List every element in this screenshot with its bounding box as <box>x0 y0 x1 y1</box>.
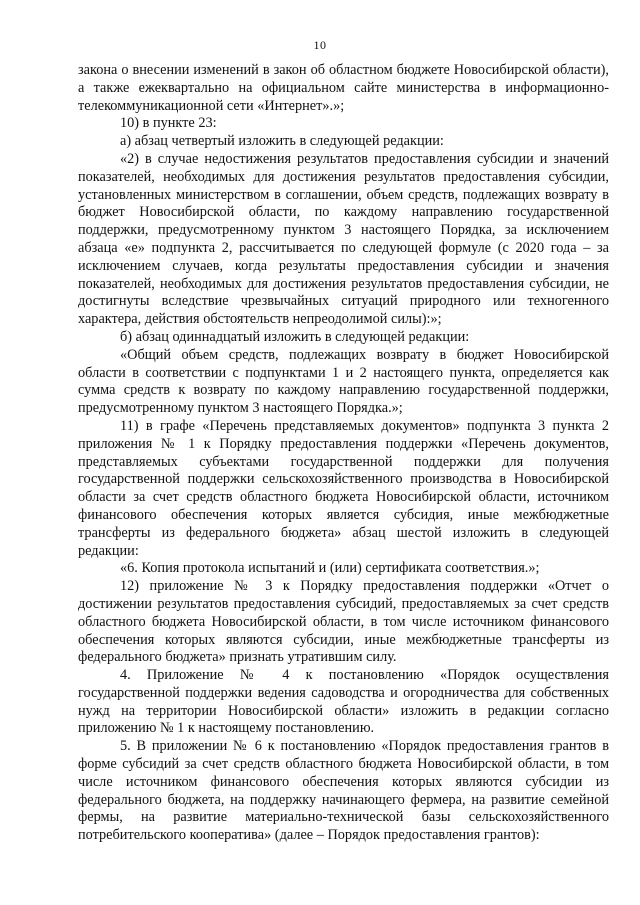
paragraph-10: 4. Приложение № 4 к постановлению «Порядок осуществления государственной поддержки ведения садоводства и огородничества для собственных нужд на территории Новосибирской области» изложить в редакции согласно приложению № 1 к настоящему постановлению. <box>78 667 609 737</box>
document-body <box>78 62 609 845</box>
paragraph-5: б) абзац одиннадцатый изложить в следующей редакции: <box>120 328 470 345</box>
paragraph-4: «2) в случае недостижения результатов предоставления субсидии и значений показателей, необходимых для достижения результатов предоставления субсидии, установленных министерством в соглашении, объем средств, подлежащих возврату в бюджет Новосибирской области, по каждому направлению государственной поддержки, предусмотренному пунктом 3 настоящего Порядка, за исключением абзаца «е» подпункта 2, рассчитывается по следующей формуле (с 2020 года – за исключением случаев, когда результаты предоставления субсидии и значения показателей, необходимых для достижения результатов предоставления субсидии, не достигнуты вследствие чрезвычайных ситуаций природного или техногенного характера, действия обстоятельств непреодолимой силы):»; <box>78 150 609 328</box>
paragraph-7: 11) в графе «Перечень представляемых документов» подпункта 3 пункта 2 приложения № 1 к Порядку предоставления поддержки «Перечень документов, представляемых субъектами государственной поддержки для получения государственной поддержки сельскохозяйственного производства в Новосибирской области за счет средств областного бюджета Новосибирской области, источником финансового обеспечения которых является субсидия, иные межбюджетные трансферты из федерального бюджета» абзац шестой изложить в следующей редакции: <box>78 417 609 559</box>
page-number: 10 <box>313 38 327 52</box>
paragraph-6: «Общий объем средств, подлежащих возврату в бюджет Новосибирской области в соответствии с подпунктами 1 и 2 настоящего пункта, определяется как сумма средств к возврату по каждому направлению государственной поддержки, предусмотренному пунктом 3 настоящего Порядка.»; <box>78 346 609 417</box>
paragraph-1: закона о внесении изменений в закон об областном бюджете Новосибирской области), а также ежеквартально на официальном сайте министерства в информационно-телекоммуникационной сети «Интернет».»; <box>78 62 609 114</box>
paragraph-8: «6. Копия протокола испытаний и (или) сертификата соответствия.»; <box>120 560 540 577</box>
paragraph-9: 12) приложение № 3 к Порядку предоставления поддержки «Отчет о достижении результатов предоставления субсидий, предоставляемых за счет средств областного бюджета Новосибирской области, в том числе источником финансового обеспечения которых являются субсидии, иные межбюджетные трансферты из федерального бюджета» признать утратившим силу. <box>78 578 609 666</box>
paragraph-11: 5. В приложении № 6 к постановлению «Порядок предоставления грантов в форме субсидий за счет средств областного бюджета Новосибирской области, в том числе источником финансового обеспечения которых являются субсидии из федерального бюджета, на поддержку начинающего фермера, на развитие семейной фермы, на развитие материально-технической базы сельскохозяйственного потребительского кооператива» (далее – Порядок предоставления грантов): <box>78 738 609 844</box>
paragraph-2: 10) в пункте 23: <box>120 115 217 132</box>
paragraph-3: а) абзац четвертый изложить в следующей редакции: <box>120 133 444 150</box>
